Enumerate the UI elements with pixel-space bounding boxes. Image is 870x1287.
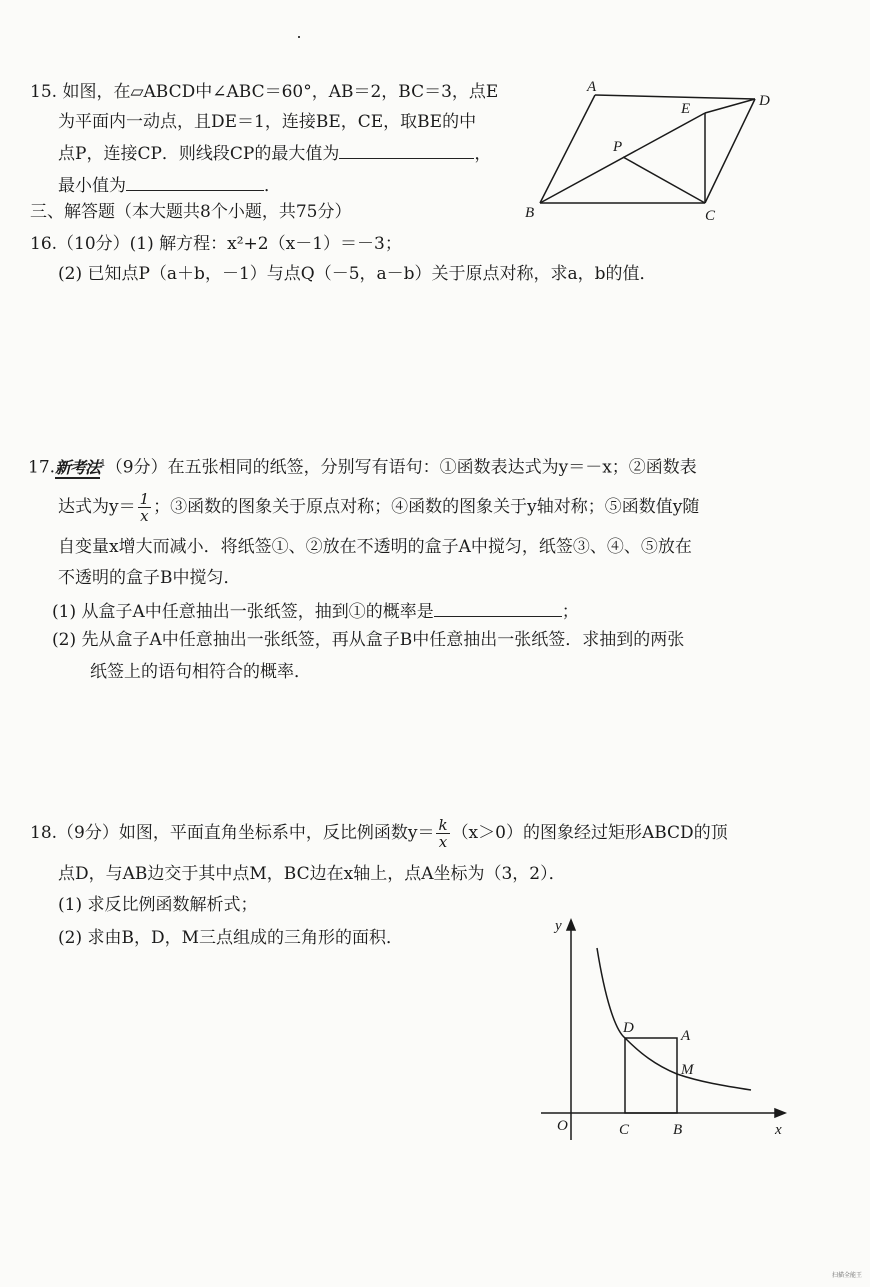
fraction-numerator: 1 [139,490,150,508]
label-y: y [555,918,562,934]
new-exam-method-badge: 新考法 [55,457,101,477]
label-b: B [525,205,535,221]
q17-statement-1: （9分）在五张相同的纸签，分别写有语句：①函数表达式为y＝－x；②函数表 [105,457,697,478]
label-c: C [705,208,716,224]
scanner-watermark: 扫描全能王 [831,1272,862,1279]
fraction-denominator: x [438,833,448,851]
scan-dot [298,36,300,38]
q18-statement-1a: 18.（9分）如图，平面直角坐标系中，反比例函数y＝ [30,823,435,843]
label-c: C [619,1122,630,1138]
label-e: E [681,101,691,117]
q18-line-2: 点D，与AB边交于其中点M，BC边在x轴上，点A坐标为（3，2）． [58,864,566,884]
q17-probability-blank [434,598,562,617]
q17-line-4: 不透明的盒子B中搅匀． [58,568,241,588]
q17-part-2: (2) 先从盒子A中任意抽出一张纸签，再从盒子B中任意抽出一张纸签．求抽到的两张 [52,630,685,650]
label-a: A [587,79,597,95]
q17-line-2 [58,490,699,524]
segment-de [705,99,755,113]
label-b: B [673,1122,683,1138]
badge-superscript: 1 [100,459,106,469]
q18-part-1: (1) 求反比例函数解析式； [58,895,258,915]
q17-line-3: 自变量x增大而减小．将纸签①、②放在不透明的盒子A中搅匀，纸签③、④、⑤放在 [58,537,692,557]
edge-ab [540,95,595,203]
q16-line-1: 16.（10分）(1) 解方程：x²+2（x－1）＝－3； [30,234,402,254]
label-a: A [681,1028,691,1044]
label-o: O [557,1118,568,1134]
fraction-denominator: x [140,507,149,525]
q15-line-3 [58,140,491,166]
fraction-k-over-x [436,817,449,850]
q15-min-prompt: 最小值为 [58,176,126,196]
y-axis-arrow [567,920,575,930]
q17-part-1-prompt: (1) 从盒子A中任意抽出一张纸签，抽到①的概率是 [52,602,434,622]
q17-part-2-cont: 纸签上的语句相符合的概率． [90,662,311,682]
q18-part-2: (2) 求由B，D，M三点组成的三角形的面积． [58,928,404,948]
q16-line-2: (2) 已知点P（a＋b，－1）与点Q（－5，a－b）关于原点对称，求a，b的值． [58,264,657,284]
rectangle-abcd [625,1038,677,1113]
label-m: M [681,1062,694,1078]
q17-part-1 [52,598,579,624]
q17-number: 17. [28,457,56,478]
label-d: D [759,93,770,109]
q17-part-1-end: ； [561,602,579,622]
q15-comma: ， [474,144,492,164]
label-p: P [613,139,623,155]
q17-statement-2a: 达式为y＝ [58,497,136,517]
segment-cp [623,157,705,203]
q15-parallelogram-figure [515,75,790,225]
q15-max-prompt: 点P，连接CP．则线段CP的最大值为 [58,144,340,164]
fraction-numerator: k [438,816,448,834]
fraction-one-over-x [138,491,152,524]
section-3-heading: 三、解答题（本大题共8个小题，共75分） [30,202,352,222]
x-axis-arrow [775,1109,785,1117]
q15-line-2: 为平面内一动点，且DE＝1，连接BE，CE，取BE的中 [58,112,477,132]
q18-coordinate-figure [535,908,800,1148]
q18-statement-1b: （x＞0）的图象经过矩形ABCD的顶 [451,823,728,843]
inverse-function-curve [597,948,751,1090]
q18-line-1 [30,816,728,850]
q15-max-blank [339,140,474,159]
label-d: D [623,1020,634,1036]
q17-line-1 [28,452,697,480]
q15-min-blank [126,172,264,191]
q15-period: ． [264,176,281,196]
q17-statement-2b: ；③函数的图象关于原点对称；④函数的图象关于y轴对称；⑤函数值y随 [153,497,700,517]
edge-ad [595,95,755,99]
q15-line-1: 15. 如图，在▱ABCD中∠ABC＝60°，AB＝2，BC＝3，点E [30,82,499,102]
edge-cd [705,99,755,203]
q15-line-4 [58,172,281,198]
label-x: x [775,1122,782,1138]
